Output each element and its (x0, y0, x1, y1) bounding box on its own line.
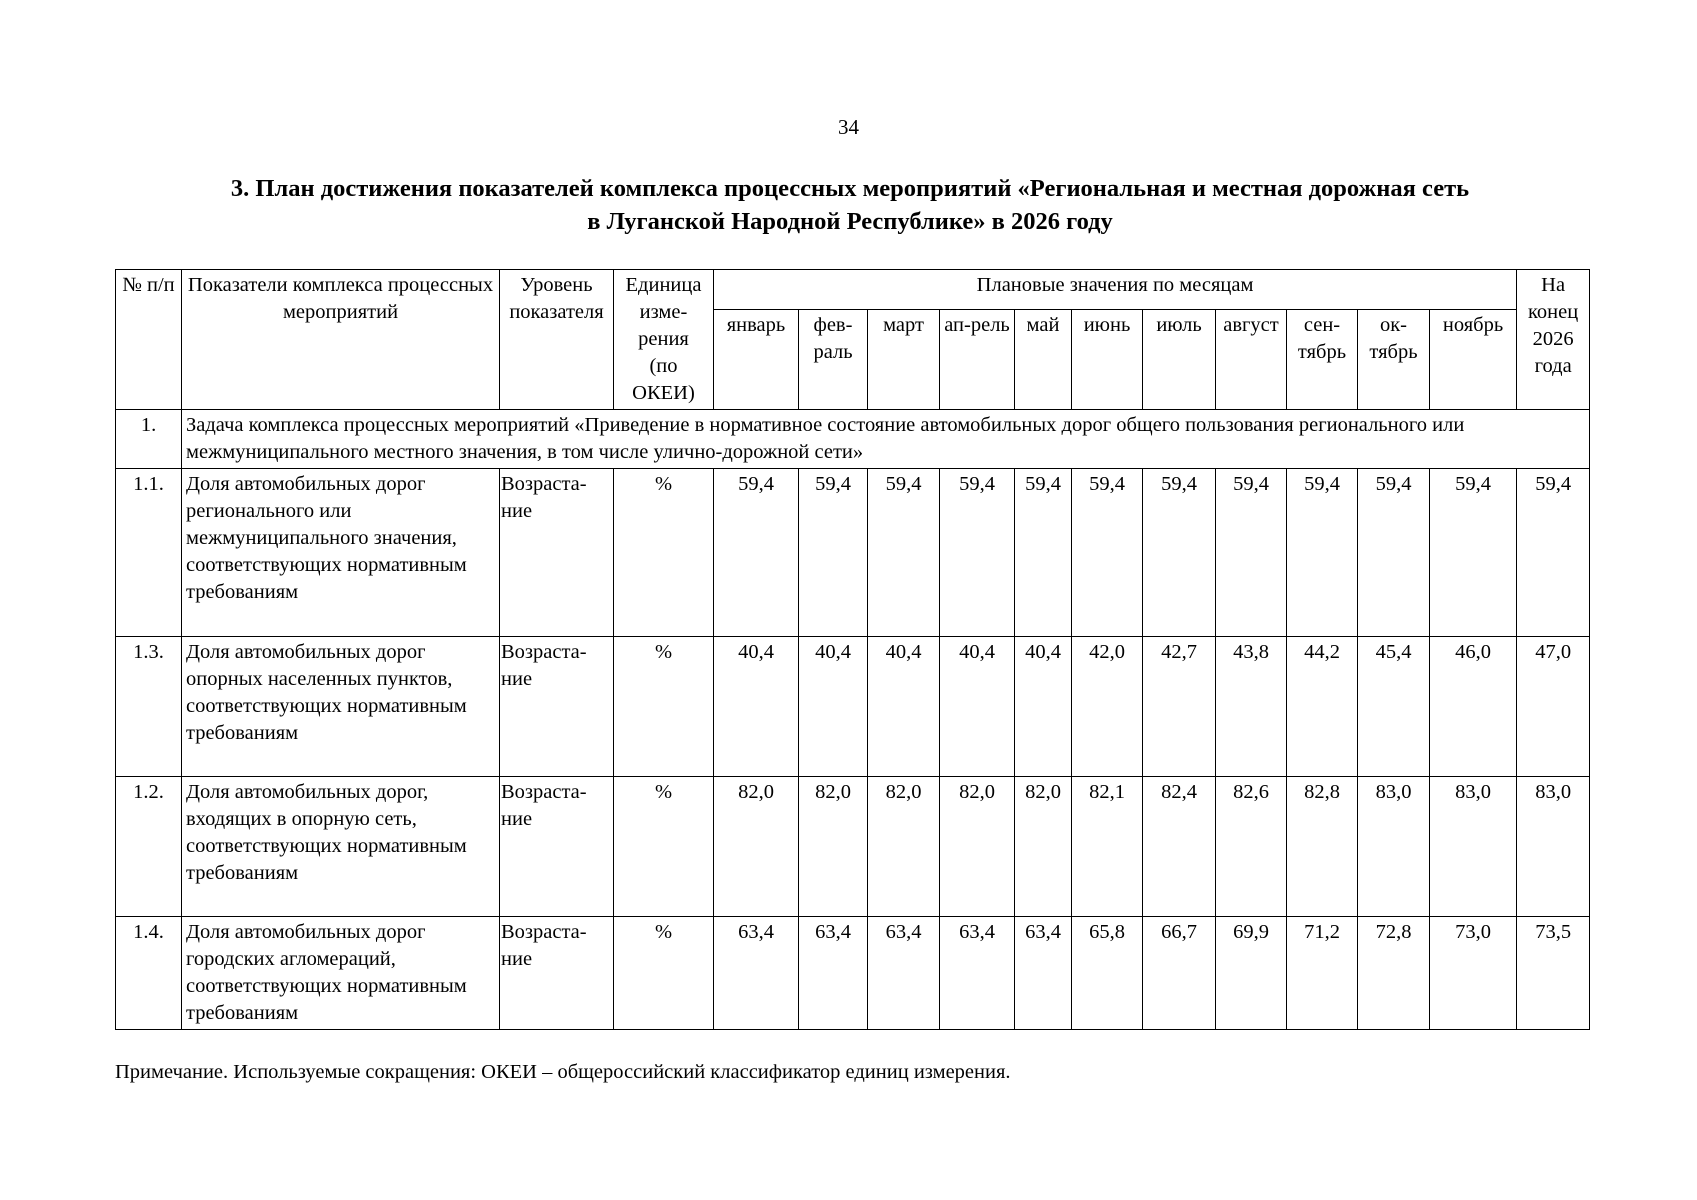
table-row (116, 637, 1590, 777)
month-value: 59,4 (1216, 469, 1287, 637)
month-value: 82,6 (1216, 777, 1287, 917)
row-num: 1.3. (116, 637, 182, 777)
month-value: 42,7 (1143, 637, 1216, 777)
month-value: 59,4 (1143, 469, 1216, 637)
title-line-1: 3. План достижения показателей комплекса процессных мероприятий «Региональная и местная дорожная сеть (230, 175, 1470, 202)
month-value: 59,4 (1430, 469, 1517, 637)
indicator-name: Доля автомобильных дорог городских агломераций, соответствующих нормативным требованиям (182, 917, 500, 1030)
page-number: 34 (838, 115, 859, 139)
month-value: 59,4 (799, 469, 868, 637)
table-row (116, 469, 1590, 637)
end-value: 73,5 (1517, 917, 1590, 1030)
table-body (116, 410, 1590, 1030)
month-value: 72,8 (1358, 917, 1430, 1030)
footnote: Примечание. Используемые сокращения: ОКЕИ – общероссийский классификатор единиц измерения. (115, 1061, 1011, 1083)
row-num: 1.4. (116, 917, 182, 1030)
indicator-level: Возраста-ние (500, 917, 614, 1030)
header-month: фев-раль (799, 310, 868, 410)
month-value: 40,4 (799, 637, 868, 777)
header-end-of-year: На конец 2026 года (1517, 270, 1590, 410)
month-value: 44,2 (1287, 637, 1358, 777)
month-value: 40,4 (868, 637, 940, 777)
header-month: май (1015, 310, 1072, 410)
month-value: 59,4 (940, 469, 1015, 637)
month-value: 82,0 (1015, 777, 1072, 917)
indicator-name: Доля автомобильных дорог регионального или межмуниципального значения, соответствующих нормативным требованиям (182, 469, 500, 637)
header-month: июль (1143, 310, 1216, 410)
header-month: июнь (1072, 310, 1143, 410)
header-month: ок-тябрь (1358, 310, 1430, 410)
unit: % (614, 777, 714, 917)
indicators-plan-table (115, 269, 1590, 1030)
unit: % (614, 637, 714, 777)
task-num: 1. (116, 410, 182, 469)
header-unit: Единица изме-рения (по ОКЕИ) (614, 270, 714, 410)
indicator-name: Доля автомобильных дорог опорных населенных пунктов, соответствующих нормативным требованиям (182, 637, 500, 777)
header-plan-values: Плановые значения по месяцам (714, 270, 1517, 310)
month-value: 40,4 (940, 637, 1015, 777)
header-num: № п/п (116, 270, 182, 410)
page-title (110, 172, 1590, 238)
month-value: 69,9 (1216, 917, 1287, 1030)
header-month: ноябрь (1430, 310, 1517, 410)
month-value: 63,4 (714, 917, 799, 1030)
month-value: 43,8 (1216, 637, 1287, 777)
unit: % (614, 469, 714, 637)
header-row-1 (116, 270, 1590, 310)
month-value: 66,7 (1143, 917, 1216, 1030)
title-line-2: в Луганской Народной Республике» в 2026 году (587, 208, 1113, 235)
month-value: 46,0 (1430, 637, 1517, 777)
month-value: 45,4 (1358, 637, 1430, 777)
month-value: 82,0 (799, 777, 868, 917)
task-row (116, 410, 1590, 469)
month-value: 59,4 (1072, 469, 1143, 637)
task-text: Задача комплекса процессных мероприятий «Приведение в нормативное состояние автомобильных дорог общего пользования регионального или межмуниципального местного значения, в том числе улично-дорожной сети» (182, 410, 1590, 469)
month-value: 59,4 (868, 469, 940, 637)
month-value: 63,4 (868, 917, 940, 1030)
end-value: 59,4 (1517, 469, 1590, 637)
month-value: 83,0 (1430, 777, 1517, 917)
header-indicator: Показатели комплекса процессных мероприятий (182, 270, 500, 410)
month-value: 82,1 (1072, 777, 1143, 917)
indicator-name: Доля автомобильных дорог, входящих в опорную сеть, соответствующих нормативным требованиям (182, 777, 500, 917)
month-value: 40,4 (714, 637, 799, 777)
month-value: 71,2 (1287, 917, 1358, 1030)
month-value: 83,0 (1358, 777, 1430, 917)
month-value: 63,4 (799, 917, 868, 1030)
header-month: март (868, 310, 940, 410)
month-value: 82,8 (1287, 777, 1358, 917)
end-value: 47,0 (1517, 637, 1590, 777)
month-value: 59,4 (1015, 469, 1072, 637)
month-value: 59,4 (1287, 469, 1358, 637)
month-value: 65,8 (1072, 917, 1143, 1030)
month-value: 82,0 (714, 777, 799, 917)
header-month: январь (714, 310, 799, 410)
header-month: ап-рель (940, 310, 1015, 410)
month-value: 63,4 (1015, 917, 1072, 1030)
table-row (116, 777, 1590, 917)
month-value: 59,4 (1358, 469, 1430, 637)
month-value: 82,4 (1143, 777, 1216, 917)
row-num: 1.2. (116, 777, 182, 917)
indicator-level: Возраста-ние (500, 469, 614, 637)
table-row (116, 917, 1590, 1030)
month-value: 63,4 (940, 917, 1015, 1030)
month-value: 82,0 (868, 777, 940, 917)
header-month: август (1216, 310, 1287, 410)
indicator-level: Возраста-ние (500, 637, 614, 777)
unit: % (614, 917, 714, 1030)
month-value: 73,0 (1430, 917, 1517, 1030)
header-level: Уровень показателя (500, 270, 614, 410)
month-value: 82,0 (940, 777, 1015, 917)
month-value: 40,4 (1015, 637, 1072, 777)
row-num: 1.1. (116, 469, 182, 637)
header-month: сен-тябрь (1287, 310, 1358, 410)
month-value: 59,4 (714, 469, 799, 637)
month-value: 42,0 (1072, 637, 1143, 777)
end-value: 83,0 (1517, 777, 1590, 917)
indicator-level: Возраста-ние (500, 777, 614, 917)
